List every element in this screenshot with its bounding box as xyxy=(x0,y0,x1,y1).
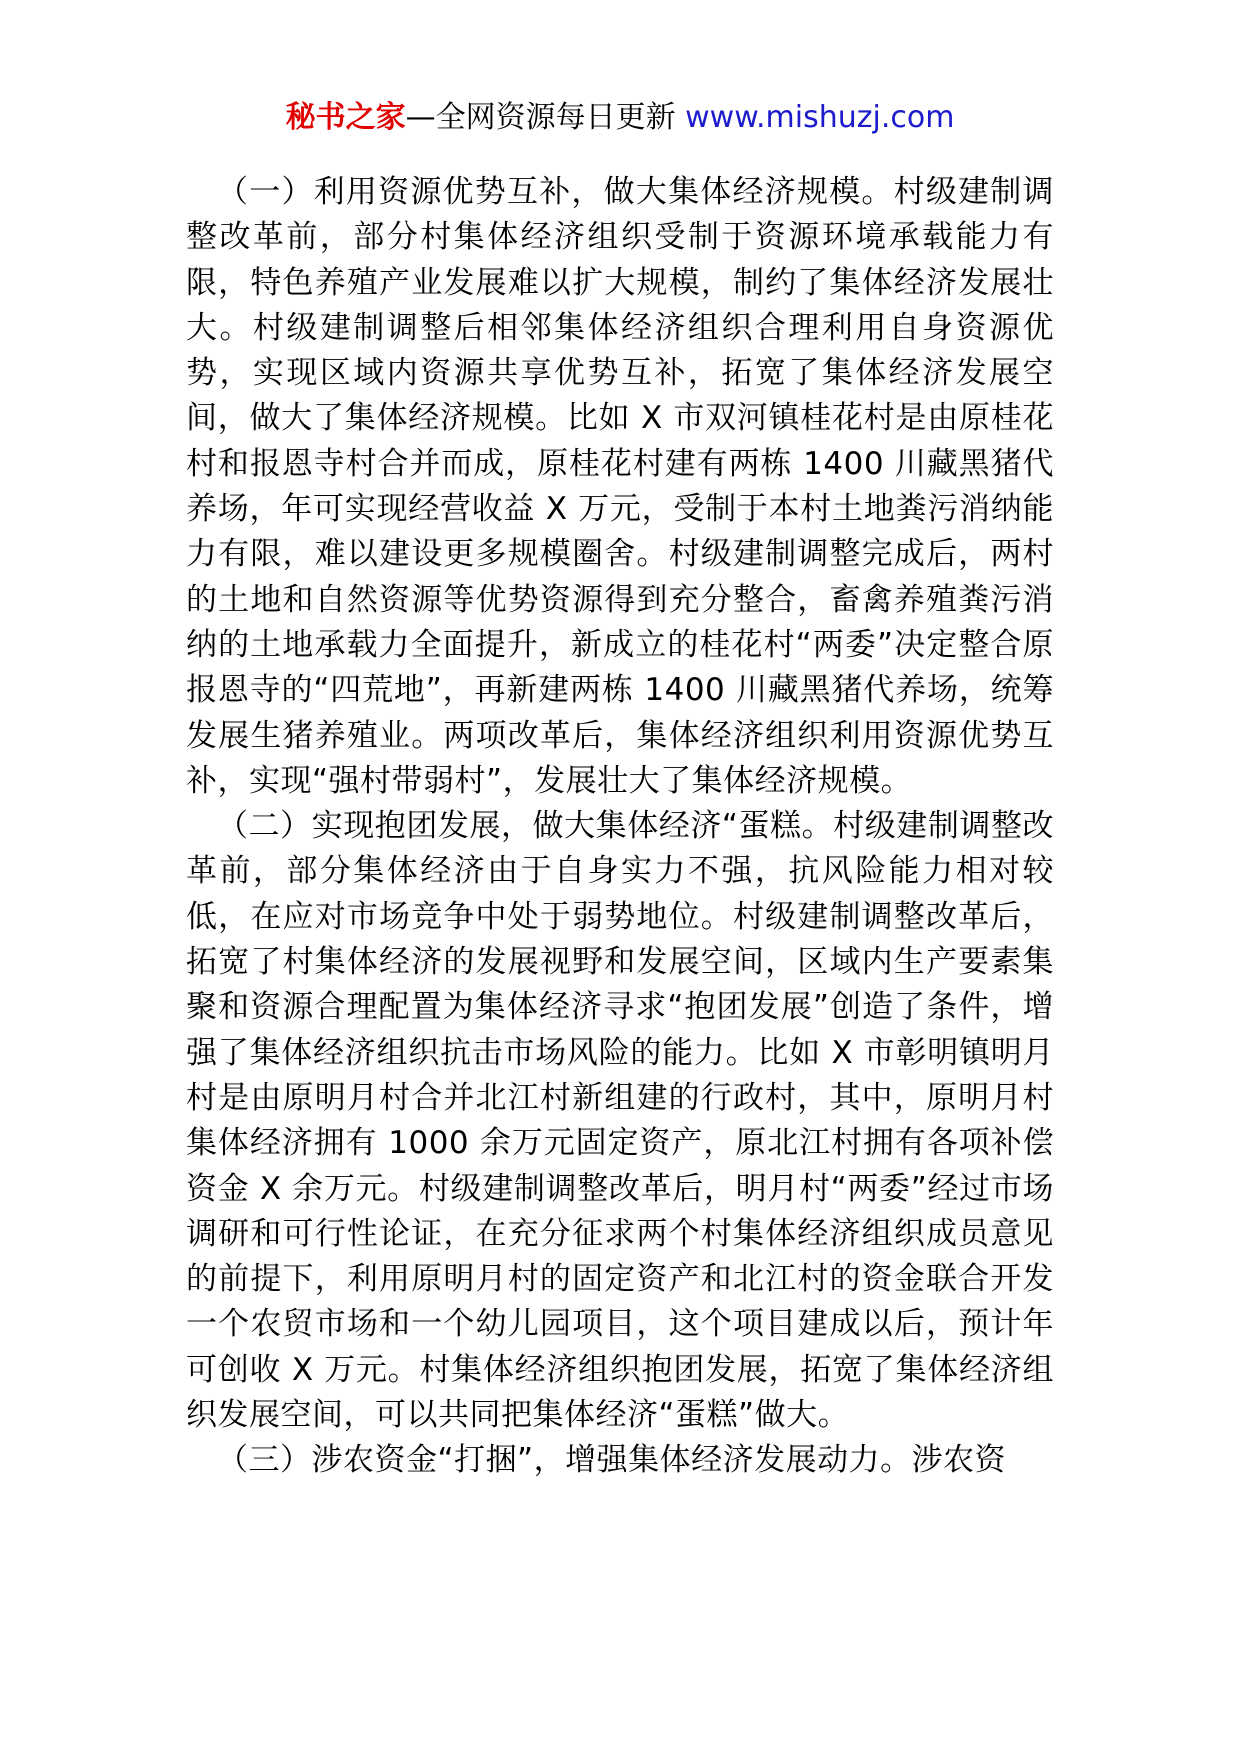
header-slogan: —全网资源每日更新 xyxy=(405,100,686,135)
brand-name: 秘书之家 xyxy=(285,100,406,135)
paragraph-1: （一）利用资源优势互补，做大集体经济规模。村级建制调整改革前，部分村集体经济组织受制于资源环境承载能力有限，特色养殖产业发展难以扩大规模，制约了集体经济发展壮大。村级建制调整后相邻集体经济组织合理利用自身资源优势，实现区域内资源共享优势互补，拓宽了集体经济发展空间，做大了集体经济规模。比如 X 市双河镇桂花村是由原桂花村和报恩寺村合并而成，原桂花村建有两栋 1400 川藏黑猪代养场，年可实现经营收益 X 万元，受制于本村土地粪污消纳能力有限，难以建设更多规模圈舍。村级建制调整完成后，两村的土地和自然资源等优势资源得到充分整合，畜禽养殖粪污消纳的土地承载力全面提升，新成立的桂花村“两委”决定整合原报恩寺的“四荒地”，再新建两栋 1400 川藏黑猪代养场，统筹发展生猪养殖业。两项改革后，集体经济组织利用资源优势互补，实现“强村带弱村”，发展壮大了集体经济规模。 xyxy=(186,174,1054,799)
document-body xyxy=(186,170,1054,1484)
paragraph-2: （二）实现抱团发展，做大集体经济“蛋糕。村级建制调整改革前，部分集体经济由于自身实力不强，抗风险能力相对较低，在应对市场竞争中处于弱势地位。村级建制调整改革后，拓宽了村集体经济的发展视野和发展空间，区域内生产要素集聚和资源合理配置为集体经济寻求“抱团发展”创造了条件，增强了集体经济组织抗击市场风险的能力。比如 X 市彰明镇明月村是由原明月村合并北江村新组建的行政村，其中，原明月村集体经济拥有 1000 余万元固定资产，原北江村拥有各项补偿资金 X 余万元。村级建制调整改革后，明月村“两委”经过市场调研和可行性论证，在充分征求两个村集体经济组织成员意见的前提下，利用原明月村的固定资产和北江村的资金联合开发一个农贸市场和一个幼儿园项目，这个项目建成以后，预计年可创收 X 万元。村集体经济组织抱团发展，拓宽了集体经济组织发展空间，可以共同把集体经济“蛋糕”做大。 xyxy=(186,808,1054,1434)
page-header xyxy=(0,98,1240,138)
website-link[interactable]: www.mishuzj.com xyxy=(685,100,955,135)
paragraph-3: （三）涉农资金“打捆”，增强集体经济发展动力。涉农资 xyxy=(217,1442,1007,1479)
